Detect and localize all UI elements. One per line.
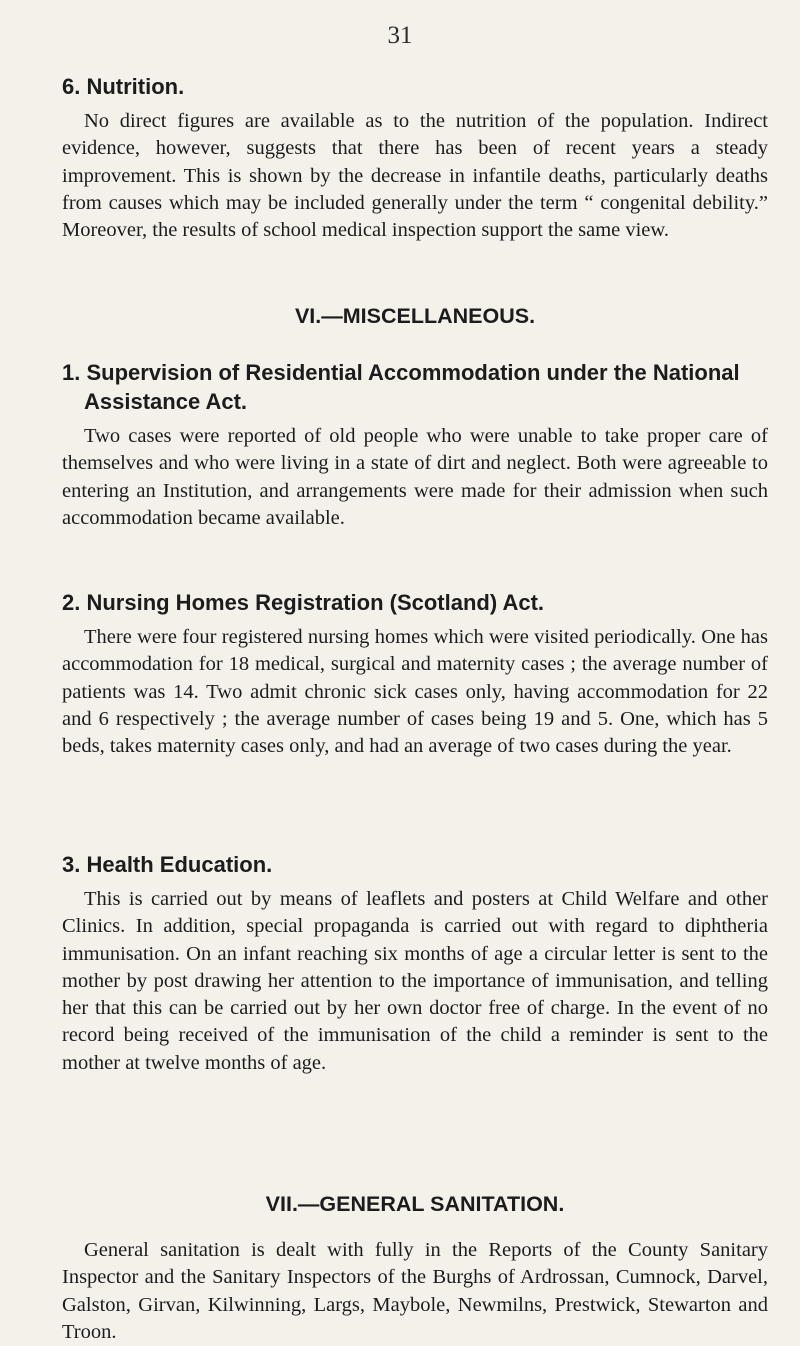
supervision-heading: 1. Supervision of Residential Accommodation under the National Assistance Act. <box>62 360 740 414</box>
supervision-section <box>62 358 768 532</box>
sanitation-section <box>62 1230 768 1346</box>
miscellaneous-heading: VI.—MISCELLANEOUS. <box>294 304 536 328</box>
nutrition-paragraph: No direct figures are available as to the nutrition of the population. Indirect evidence, however, suggests that there has been of recent years a steady improvement. This is shown by the decrease in infantile deaths, particularly deaths from causes which may be included generally under the term “ congenital debility.” Moreover, the results of school medical inspection support the same view. <box>62 110 768 242</box>
supervision-paragraph: Two cases were reported of old people who were unable to take proper care of themselves and who were living in a state of dirt and neglect. Both were agreeable to entering an Institution, and arrangements were made for their admission when such accommodation became available. <box>62 425 768 529</box>
page-number: 31 <box>387 22 413 49</box>
miscellaneous-part-heading-wrap <box>62 302 768 330</box>
sanitation-part-heading-wrap <box>62 1190 768 1218</box>
nursing-homes-heading: 2. Nursing Homes Registration (Scotland) Act. <box>62 590 545 615</box>
health-education-heading: 3. Health Education. <box>62 852 273 877</box>
health-education-paragraph: This is carried out by means of leaflets and posters at Child Welfare and other Clinics. In addition, special propaganda is carried out with regard to diphtheria immunisation. On an infant reaching six months of age a circular letter is sent to the mother by post drawing her attention to the importance of immunisation, and telling her that this can be carried out by her own doctor free of charge. In the event of no record being received of the immunisation of the child a reminder is sent to the mother at twelve months of age. <box>62 888 768 1074</box>
general-sanitation-paragraph: General sanitation is dealt with fully in the Reports of the County Sanitary Inspector and the Sanitary Inspectors of the Burghs of Ardrossan, Cumnock, Darvel, Galston, Girvan, Kilwinning, Largs, Maybole, Newmilns, Prestwick, Stewarton and Troon. <box>62 1239 768 1343</box>
nutrition-section <box>62 72 768 244</box>
general-sanitation-heading: VII.—GENERAL SANITATION. <box>265 1192 565 1216</box>
health-education-section <box>62 850 768 1077</box>
nutrition-heading: 6. Nutrition. <box>62 74 185 99</box>
nursing-homes-paragraph: There were four registered nursing homes which were visited periodically. One has accommodation for 18 medical, surgical and maternity cases ; the average number of patients was 14. Two admit chronic sick cases only, having accommodation for 22 and 6 respectively ; the average number of cases being 19 and 5. One, which has 5 beds, takes maternity cases only, and had an average of two cases during the year. <box>62 626 768 758</box>
nursing-homes-section <box>62 588 768 760</box>
